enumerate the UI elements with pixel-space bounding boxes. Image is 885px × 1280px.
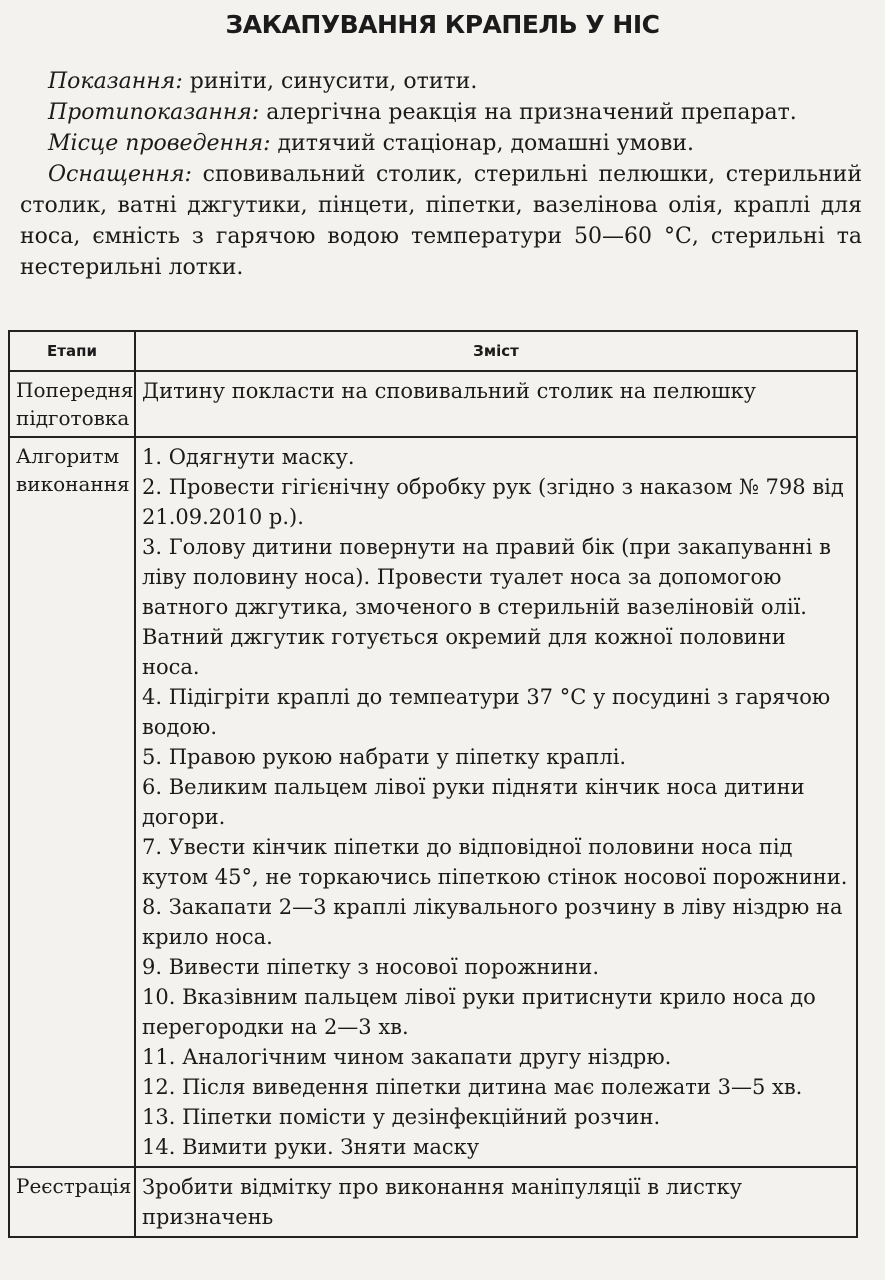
contraindications-label: Протипоказання: [48,100,260,125]
list-item: 8. Закапати 2—3 краплі лікувального розчину в ліву ніздрю на крило носа. [142,895,843,949]
content-cell: Дитину покласти на сповивальний столик на пелюшку [135,371,857,437]
list-item: 4. Підігріти краплі до темпеатури 37 °С у посудині з гарячою водою. [142,685,831,739]
list-item: 3. Голову дитини повернути на правий бік (при закапуванні в ліву половину носа). Провести туалет носа за допомогою ватного джгутика, змоченого в стерильній вазеліновій олії. Ватний джгутик готується окремий для кожної половини носа. [142,535,831,679]
stage-cell: Попередня підготовка [9,371,135,437]
equipment-label: Оснащення: [48,162,192,187]
list-item: 13. Піпетки помісти у дезінфекційний розчин. [142,1105,661,1129]
content-cell [135,437,857,1167]
table-header-row [9,331,857,371]
list-item: 11. Аналогічним чином закапати другу ніздрю. [142,1045,672,1069]
list-item: 10. Вказівним пальцем лівої руки притиснути крило носа до перегородки на 2—3 хв. [142,985,816,1039]
algorithm-list [142,442,850,1162]
page-title: ЗАКАПУВАННЯ КРАПЕЛЬ У НІС [225,10,660,39]
equipment-text: сповивальний столик, стерильні пелюшки, стерильний столик, ватні джгутики, пінцети, піпетки, вазелінова олія, краплі для носа, ємність з гарячою водою температури 50—60 °С, стерильні та нестерильні лотки. [20,162,862,280]
list-item: 12. Після виведення піпетки дитина має полежати 3—5 хв. [142,1075,803,1099]
table-row [9,371,857,437]
intro-section [20,66,862,283]
list-item: 7. Увести кінчик піпетки до відповідної половини носа під кутом 45°, не торкаючись піпеткою стінок носової порожнини. [142,835,848,889]
procedure-table [8,330,858,1238]
header-stages: Етапи [9,331,135,371]
table-row [9,437,857,1167]
contraindications-line [20,97,862,128]
indications-label: Показання: [48,69,183,94]
content-cell: Зробити відмітку про виконання маніпуляції в листку призначень [135,1167,857,1237]
indications-text: риніти, синусити, отити. [182,69,478,94]
equipment-line [20,159,862,283]
table-row [9,1167,857,1237]
indications-line [20,66,862,97]
location-text: дитячий стаціонар, домашні умови. [270,131,695,156]
list-item: 6. Великим пальцем лівої руки підняти кінчик носа дитини догори. [142,775,805,829]
stage-cell: Реєстрація [9,1167,135,1237]
list-item: 9. Вивести піпетку з носової порожнини. [142,955,600,979]
list-item: 14. Вимити руки. Зняти маску [142,1135,480,1159]
stage-cell: Алгоритм виконання [9,437,135,1167]
location-label: Місце проведення: [48,131,271,156]
location-line [20,128,862,159]
contraindications-text: алергічна реакція на призначений препарат. [259,100,797,125]
list-item: 1. Одягнути маску. [142,445,355,469]
list-item: 2. Провести гігієнічну обробку рук (згідно з наказом № 798 від 21.09.2010 р.). [142,475,844,529]
list-item: 5. Правою рукою набрати у піпетку краплі. [142,745,627,769]
header-content: Зміст [135,331,857,371]
